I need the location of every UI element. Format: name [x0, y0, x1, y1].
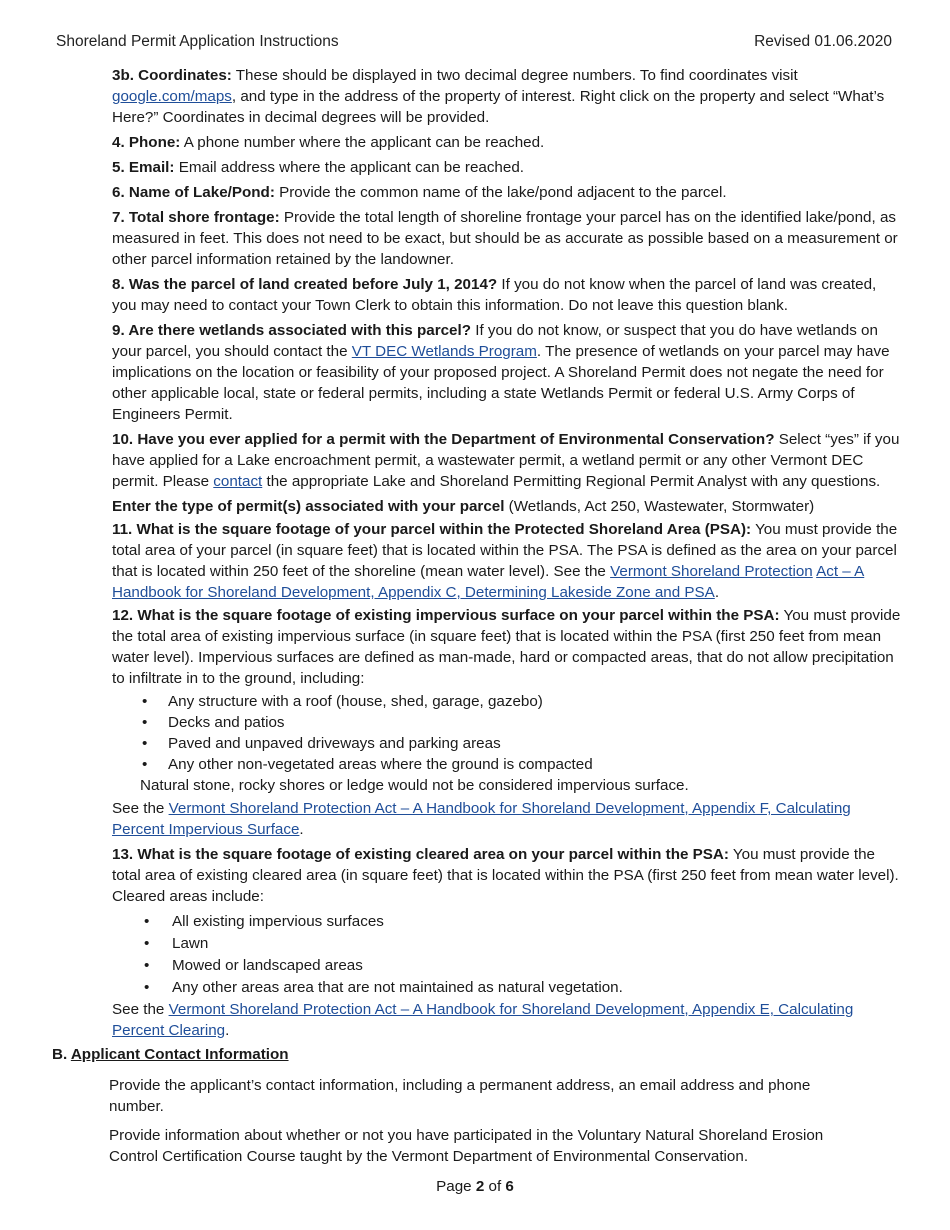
list-item: • Lawn: [112, 933, 902, 955]
item-8-parcel-created: 8. Was the parcel of land created before July 1, 2014? If you do not know when the parcel of land was created, you may need to contact your Town Clerk to obtain this information. Do not leave this question blank.: [112, 276, 877, 314]
item-12-impervious: 12. What is the square footage of existing impervious surface on your parcel within the PSA: You must provide the total area of existing impervious surface (in square feet) that is located within the PSA (first 250 feet from mean water level). Impervious surfaces are defined as man-made, hard or compacted areas, that do not allow precipitation to infiltrate in to the ground, including:: [112, 607, 901, 687]
impervious-list: [112, 691, 902, 775]
list-item: • All existing impervious surfaces: [112, 911, 902, 933]
item-label: 12. What is the square footage of existing impervious surface on your parcel within the PSA:: [112, 607, 780, 624]
item-5-email: 5. Email: Email address where the applicant can be reached.: [112, 159, 524, 176]
instructions-body: [112, 65, 902, 1043]
list-item: • Decks and patios: [112, 712, 902, 733]
item-label: 10. Have you ever applied for a permit with the Department of Environmental Conservation?: [112, 431, 775, 448]
total-pages: 6: [505, 1178, 514, 1195]
section-b-heading: [52, 1046, 289, 1063]
section-b-paragraph-1: Provide the applicant’s contact information, including a permanent address, an email address and phone number.: [109, 1077, 811, 1115]
item-label: 7. Total shore frontage:: [112, 209, 280, 226]
google-maps-link[interactable]: google.com/maps: [112, 88, 232, 105]
handbook-appendix-f-link[interactable]: Vermont Shoreland Protection Act – A Handbook for Shoreland Development, Appendix F, Calculating Percent Impervious Surface: [112, 800, 851, 838]
impervious-note: Natural stone, rocky shores or ledge would not be considered impervious surface.: [140, 777, 689, 794]
item-10-permit-type: Enter the type of permit(s) associated with your parcel (Wetlands, Act 250, Wastewater, Stormwater): [112, 498, 815, 515]
wetlands-program-link[interactable]: VT DEC Wetlands Program: [351, 343, 537, 360]
handbook-appendix-e-link[interactable]: Vermont Shoreland Protection Act – A Handbook for Shoreland Development, Appendix E, Calculating Percent Clearing: [112, 1001, 854, 1039]
item-label: Enter the type of permit(s) associated with your parcel: [112, 498, 505, 515]
item-4-phone: 4. Phone: A phone number where the applicant can be reached.: [112, 134, 545, 151]
contact-link[interactable]: contact: [213, 473, 263, 490]
list-item: • Any structure with a roof (house, shed, garage, gazebo): [112, 691, 902, 712]
section-letter: B.: [52, 1046, 71, 1063]
section-b-paragraph-2: Provide information about whether or not you have participated in the Voluntary Natural Shoreland Erosion Control Certification Course taught by the Vermont Department of Environmental Conservation.: [109, 1127, 824, 1165]
item-6-lake-name: 6. Name of Lake/Pond: Provide the common name of the lake/pond adjacent to the parcel.: [112, 184, 727, 201]
item-label: 3b. Coordinates:: [112, 67, 232, 84]
list-item: • Any other non-vegetated areas where the ground is compacted: [112, 754, 902, 775]
list-item: • Any other areas area that are not maintained as natural vegetation.: [112, 977, 902, 999]
item-label: 8. Was the parcel of land created before July 1, 2014?: [112, 276, 498, 293]
handbook-appendix-c-link[interactable]: Vermont Shoreland Protection: [610, 563, 813, 580]
header-title: Shoreland Permit Application Instructions: [56, 33, 339, 50]
cleared-see-also: See the Vermont Shoreland Protection Act – A Handbook for Shoreland Development, Appendix E, Calculating Percent Clearing.: [112, 1001, 854, 1039]
item-label: 4. Phone:: [112, 134, 181, 151]
impervious-see-also: See the Vermont Shoreland Protection Act – A Handbook for Shoreland Development, Appendix F, Calculating Percent Impervious Surface.: [112, 800, 851, 838]
item-9-wetlands: 9. Are there wetlands associated with this parcel? If you do not know, or suspect that you do have wetlands on your parcel, you should contact the VT DEC Wetlands Program. The presence of wetlands on your parcel may have implications on the location or feasibility of your proposed project. A Shoreland Permit does not negate the need for other applicable local, state or federal permits, including a state Wetlands Permit or federal U.S. Army Corps of Engineers Permit.: [112, 322, 890, 423]
item-3b-coordinates: 3b. Coordinates: These should be displayed in two decimal degree numbers. To find coordinates visit google.com/maps, and type in the address of the property of interest. Right click on the property and select “What’s Here?” Coordinates in decimal degrees will be provided.: [112, 67, 885, 126]
cleared-list: [112, 911, 902, 999]
section-title: Applicant Contact Information: [70, 1046, 289, 1063]
item-11-parcel-psa: 11. What is the square footage of your parcel within the Protected Shoreland Area (PSA): You must provide the total area of your parcel (in square feet) that is located within the PSA. The PSA is defined as the area on your parcel that is located within 250 feet of the shoreline (mean water level). See the Vermont Shoreland Protection Act – A Handbook for Shoreland Development, Appendix C, Determining Lakeside Zone and PSA.: [112, 521, 898, 601]
header-revised-date: Revised 01.06.2020: [754, 33, 892, 50]
item-10-dec-permit: 10. Have you ever applied for a permit with the Department of Environmental Conservation? Select “yes” if you have applied for a Lake encroachment permit, a wastewater permit, a wetland permit or any other Vermont DEC permit. Please contact the appropriate Lake and Shoreland Permitting Regional Permit Analyst with any questions.: [112, 431, 900, 490]
list-item: • Paved and unpaved driveways and parking areas: [112, 733, 902, 754]
page-number: Page 2 of 6: [436, 1178, 514, 1195]
item-label: 11. What is the square footage of your parcel within the Protected Shoreland Area (PSA):: [112, 521, 752, 538]
item-label: 9. Are there wetlands associated with this parcel?: [112, 322, 471, 339]
item-label: 13. What is the square footage of existing cleared area on your parcel within the PSA:: [112, 846, 729, 863]
item-label: 5. Email:: [112, 159, 175, 176]
current-page: 2: [475, 1178, 485, 1195]
list-item: • Mowed or landscaped areas: [112, 955, 902, 977]
handbook-appendix-c-link-continued[interactable]: Act – A Handbook for Shoreland Development, Appendix C, Determining Lakeside Zone and PSA: [112, 563, 865, 601]
item-label: 6. Name of Lake/Pond:: [112, 184, 275, 201]
item-13-cleared-area: 13. What is the square footage of existing cleared area on your parcel within the PSA: You must provide the total area of existing cleared area (in square feet) that is located within the PSA (first 250 feet from mean water level). Cleared areas include:: [112, 846, 899, 905]
item-7-shore-frontage: 7. Total shore frontage: Provide the total length of shoreline frontage your parcel has on the identified lake/pond, as measured in feet. This does not need to be exact, but should be as accurate as possible based on a measurement or other parcel information retained by the landowner.: [112, 209, 898, 268]
